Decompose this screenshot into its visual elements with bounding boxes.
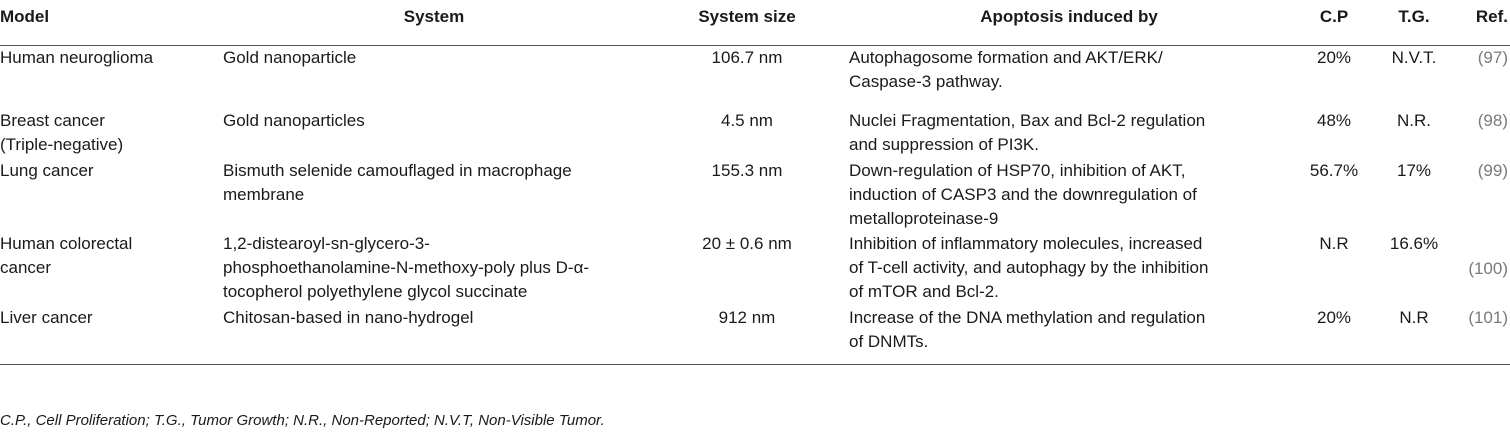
reference-link[interactable]: (97) [1477,47,1508,67]
cell-system [217,232,651,306]
cell-model-line: Liver cancer [0,308,93,327]
cell-apoptosis-line: Nuclei Fragmentation, Bax and Bcl-2 regulation [849,111,1206,130]
header-model: Model [0,5,217,45]
cell-system [217,306,651,365]
cell-system-line: tocopherol polyethylene glycol succinate [223,282,528,301]
header-ref: Ref. [1455,5,1510,45]
table-footnote: C.P., Cell Proliferation; T.G., Tumor Growth; N.R., Non-Reported; N.V.T, Non-Visible Tumor. [0,412,605,429]
cell-apoptosis-line: Caspase-3 pathway. [849,71,1003,91]
cell-system-line: phosphoethanolamine-N-methoxy-poly plus D-α- [223,258,590,277]
cell-model [0,109,217,159]
cell-apoptosis-line: of DNMTs. [849,332,929,351]
cell-apoptosis-line: Down-regulation of HSP70, inhibition of AKT, [849,161,1186,180]
cell-model [0,306,217,365]
cell-system [217,159,651,232]
cell-model-line: (Triple-negative) [0,135,124,154]
cell-apoptosis [843,45,1295,109]
cell-cp: N.R [1319,234,1349,253]
cell-cp: 56.7% [1309,161,1359,180]
cell-system-line: Bismuth selenide camouflaged in macrophage [223,161,572,180]
reference-link[interactable]: (98) [1477,111,1508,130]
cell-apoptosis [843,109,1295,159]
header-cp: C.P [1295,5,1373,45]
cell-system-line: Chitosan-based in nano-hydrogel [223,308,474,327]
cell-tg: 16.6% [1389,234,1439,253]
cell-apoptosis-line: Inhibition of inflammatory molecules, increased [849,234,1203,253]
cell-tg: N.R. [1397,111,1431,130]
reference-link[interactable]: (99) [1477,161,1508,180]
cell-apoptosis-line: Autophagosome formation and AKT/ERK/ [849,47,1163,67]
table-row [0,306,1510,365]
table-row [0,232,1510,306]
header-row [0,5,1510,45]
cell-apoptosis-line: induction of CASP3 and the downregulation of [849,185,1197,204]
cell-cp: 20% [1295,306,1373,365]
cell-system-line: Gold nanoparticles [223,111,365,130]
cell-apoptosis [843,306,1295,365]
cell-apoptosis [843,159,1295,232]
cell-apoptosis-line: metalloproteinase-9 [849,209,999,228]
cell-tg: N.V.T. [1391,47,1437,67]
cell-apoptosis-line: and suppression of PI3K. [849,135,1039,154]
cell-cp: 48% [1316,111,1352,130]
cell-model [0,45,217,109]
cell-system [217,45,651,109]
cell-apoptosis [843,232,1295,306]
table-row [0,45,1510,109]
cell-model-line: cancer [0,258,52,277]
cell-model-line: Human colorectal [0,234,133,253]
cell-tg: 17% [1396,161,1432,180]
table-row [0,159,1510,232]
reference-link[interactable]: (101) [1455,306,1510,365]
header-system: System [217,5,651,45]
cell-system-line: 1,2-distearoyl-sn-glycero-3- [223,234,430,253]
cell-system-size: 106.7 nm [711,47,783,67]
cell-system-size: 4.5 nm [721,111,773,130]
cell-system-line: membrane [223,185,305,204]
data-table [0,5,1510,365]
cell-system-size: 912 nm [651,306,843,365]
cell-tg: N.R [1373,306,1455,365]
cell-model [0,232,217,306]
cell-system-line: Gold nanoparticle [223,47,357,67]
cell-apoptosis-line: of T-cell activity, and autophagy by the inhibition [849,258,1209,277]
cell-model [0,159,217,232]
cell-cp: 20% [1316,47,1352,67]
cell-apoptosis-line: Increase of the DNA methylation and regulation [849,308,1206,327]
cell-model-line: Lung cancer [0,161,94,180]
table-row [0,109,1510,159]
reference-link[interactable]: (100) [1468,259,1508,278]
cell-system [217,109,651,159]
cell-system-size: 20 ± 0.6 nm [702,234,792,253]
cell-system-size: 155.3 nm [711,161,783,180]
cell-model-line: Breast cancer [0,111,105,130]
header-system-size: System size [651,5,843,45]
table-body [0,45,1510,365]
header-apoptosis: Apoptosis induced by [843,5,1295,45]
header-tg: T.G. [1373,5,1455,45]
cell-apoptosis-line: of mTOR and Bcl-2. [849,282,999,301]
cell-model-line: Human neuroglioma [0,47,154,67]
